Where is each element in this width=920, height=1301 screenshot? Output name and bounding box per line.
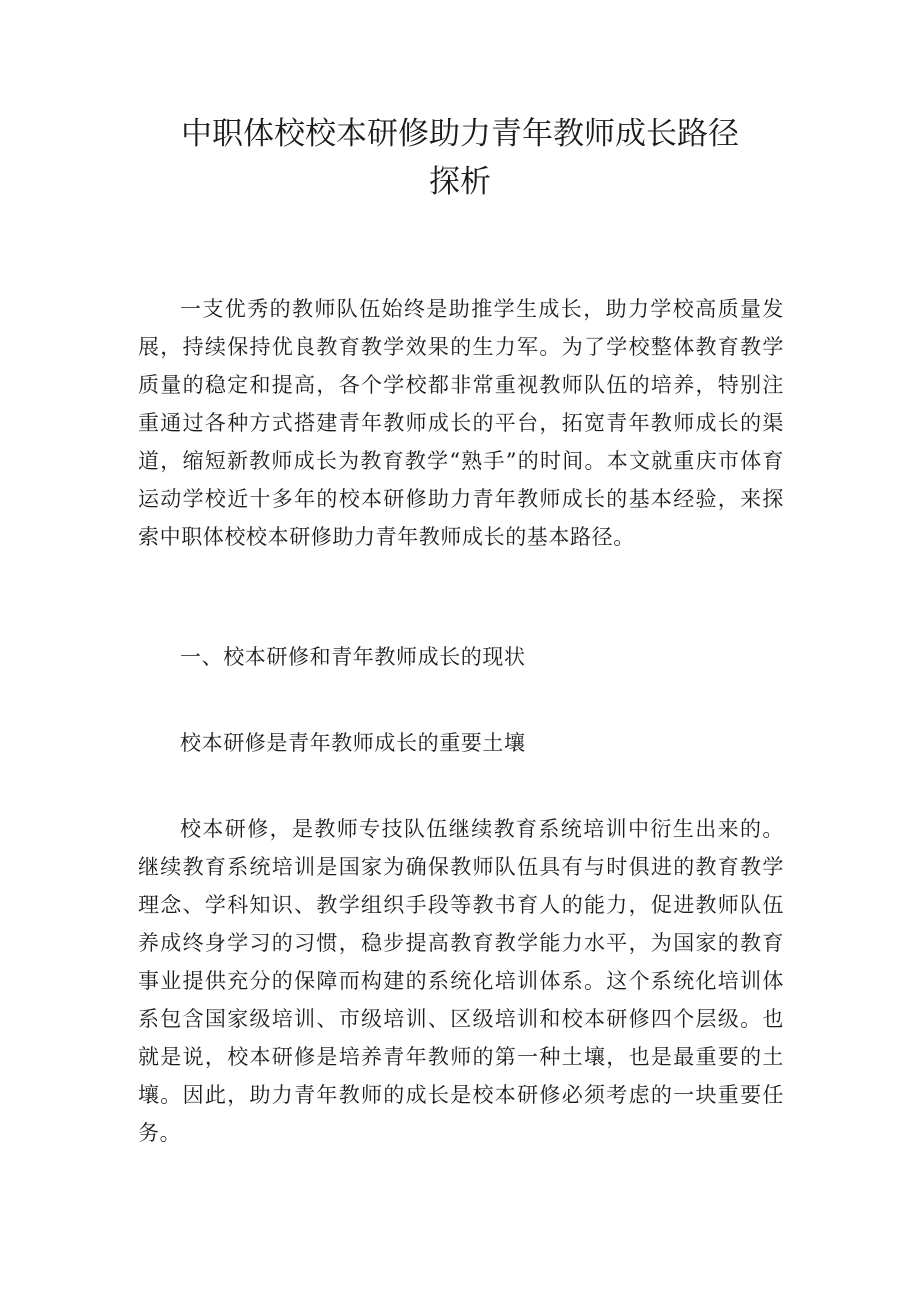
document-title xyxy=(100,110,820,206)
subsection-heading: 校本研修是青年教师成长的重要土壤 xyxy=(180,731,526,755)
title-line-1: 中职体校校本研修助力青年教师成长路径 xyxy=(181,116,739,152)
body-paragraph: 校本研修，是教师专技队伍继续教育系统培训中衍生出来的。继续教育系统培训是国家为确保教师队伍具有与时俱进的教育教学理念、学科知识、教学组织手段等教书育人的能力，促进教师队伍养成终身学习的习惯，稳步提高教育教学能力水平，为国家的教育事业提供充分的保障而构建的系统化培训体系。这个系统化培训体系包含国家级培训、市级培训、区级培训和校本研修四个层级。也就是说，校本研修是培养青年教师的第一种土壤，也是最重要的土壤。因此，助力青年教师的成长是校本研修必须考虑的一块重要任务。 xyxy=(138,817,784,1145)
title-line-2: 探析 xyxy=(429,164,491,200)
section-heading: 一、校本研修和青年教师成长的现状 xyxy=(180,645,526,669)
intro-paragraph: 一支优秀的教师队伍始终是助推学生成长，助力学校高质量发展，持续保持优良教育教学效果的生力军。为了学校整体教育教学质量的稳定和提高，各个学校都非常重视教师队伍的培养，特别注重通过各种方式搭建青年教师成长的平台，拓宽青年教师成长的渠道，缩短新教师成长为教育教学“熟手”的时间。本文就重庆市体育运动学校近十多年的校本研修助力青年教师成长的基本经验，来探索中职体校校本研修助力青年教师成长的基本路径。 xyxy=(138,297,784,549)
